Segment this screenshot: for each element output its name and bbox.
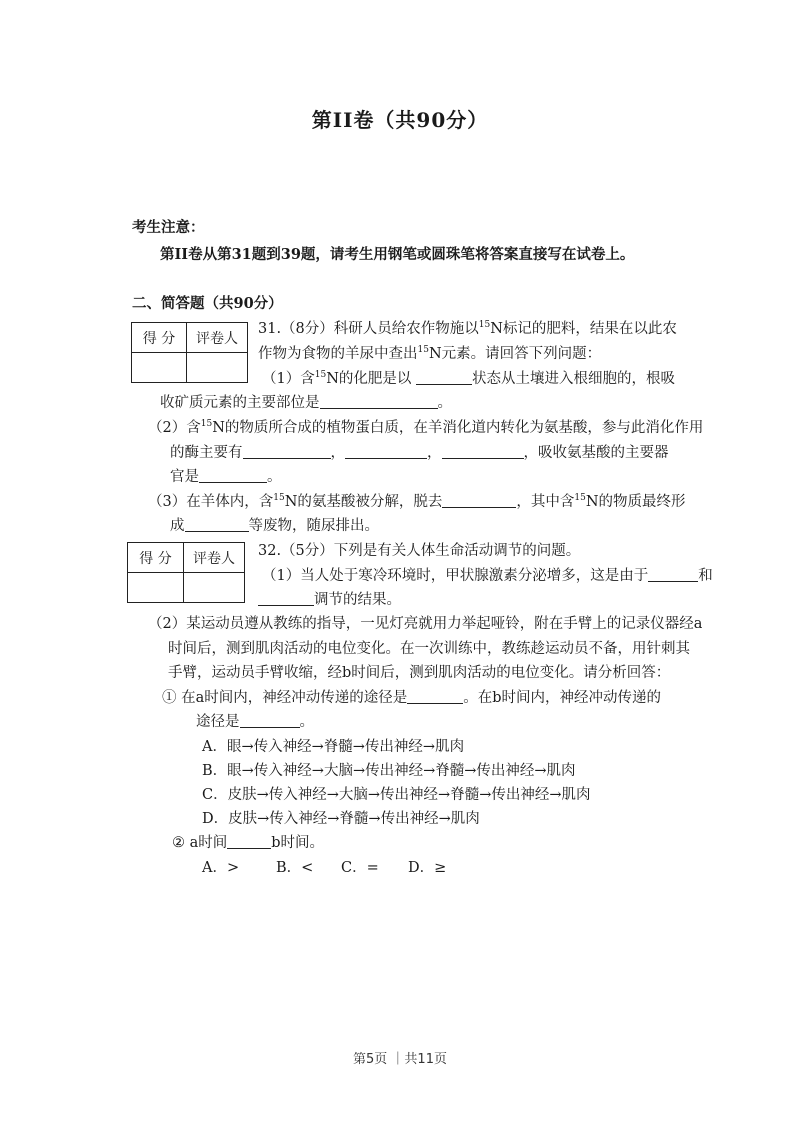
answer-blank[interactable]	[243, 444, 331, 459]
score-cell[interactable]	[132, 353, 187, 383]
q31-part3-line2: 成 等废物，随尿排出。	[170, 518, 379, 534]
answer-blank[interactable]	[442, 493, 516, 508]
answer-blank[interactable]	[345, 444, 427, 459]
score-label: 得 分	[132, 323, 187, 353]
score-box-q31	[131, 322, 248, 383]
score-box-q32	[127, 542, 245, 603]
page-footer: 第5页 ｜共11页	[353, 1052, 447, 1067]
section-heading: 二、简答题（共90分）	[132, 295, 283, 312]
paper-title: 第II卷（共90分）	[311, 108, 489, 132]
q31-part2-line3: 官是 。	[170, 469, 282, 485]
answer-blank[interactable]	[407, 689, 463, 704]
answer-blank[interactable]	[442, 444, 524, 459]
q32-choice-b: B．<	[276, 860, 314, 876]
answer-blank[interactable]	[199, 468, 267, 483]
q32-part2-line2: 时间后，测到肌肉活动的电位变化。在一次训练中，教练趁运动员不备，用针刺其	[168, 641, 690, 657]
q31-stem-line2: 作物为食物的羊尿中查出$^{15}$N元素。请回答下列问题：	[258, 345, 602, 362]
answer-blank[interactable]	[320, 394, 438, 409]
q32-option-a: A．眼→传入神经→脊髓→传出神经→肌肉	[202, 739, 465, 755]
q32-choice-c: C．=	[341, 860, 379, 876]
q32-option-c: C．皮肤→传入神经→大脑→传出神经→脊髓→传出神经→肌肉	[202, 787, 591, 803]
q32-part2-line1: （2）某运动员遵从教练的指导，一见灯亮就用力举起哑铃，附在手臂上的记录仪器经a	[148, 616, 703, 632]
answer-blank[interactable]	[227, 834, 271, 849]
q32-choice-a: A．>	[202, 860, 240, 876]
q32-part2-line3: 手臂，运动员手臂收缩，经b时间后，测到肌肉活动的电位变化。请分析回答：	[168, 665, 671, 681]
grader-label: 评卷人	[184, 543, 245, 573]
answer-blank[interactable]	[416, 370, 472, 385]
q32-choice-d: D．≥	[408, 860, 447, 876]
answer-blank[interactable]	[185, 517, 249, 532]
score-label: 得 分	[128, 543, 184, 573]
answer-blank[interactable]	[258, 591, 314, 606]
answer-blank[interactable]	[240, 713, 300, 728]
q32-option-b: B．眼→传入神经→大脑→传出神经→脊髓→传出神经→肌肉	[202, 763, 576, 779]
grader-cell[interactable]	[187, 353, 248, 383]
q32-sub1-line1: ① 在a时间内，神经冲动传递的途径是 。在b时间内，神经冲动传递的	[162, 690, 662, 706]
q31-stem-line1: 31.（8分）科研人员给农作物施以$^{15}$N标记的肥料，结果在以此农	[258, 320, 677, 337]
q31-part3-line1: （3）在羊体内，含$^{15}$N的氨基酸被分解，脱去 ，其中含$^{15}$N的物质最终形	[148, 493, 686, 510]
q32-option-d: D．皮肤→传入神经→脊髓→传出神经→肌肉	[202, 811, 480, 827]
q31-part1-line2: 收矿质元素的主要部位是 。	[160, 395, 452, 411]
q32-part1-line2: 调节的结果。	[258, 590, 401, 610]
q31-part2-line1: （2）含$^{15}$N的物质所合成的植物蛋白质，在羊消化道内转化为氨基酸，参与此消化作用	[148, 419, 704, 436]
score-cell[interactable]	[128, 573, 184, 603]
q32-sub2: ② a时间 b时间。	[172, 835, 325, 851]
answer-blank[interactable]	[648, 567, 698, 582]
q31-part2-line2: 的酶主要有 ， ， ，吸收氨基酸的主要器	[170, 445, 669, 461]
notice-text: 第II卷从第31题到39题，请考生用钢笔或圆珠笔将答案直接写在试卷上。	[160, 246, 635, 263]
q32-sub1-line2: 途径是 。	[196, 714, 314, 730]
notice-heading: 考生注意：	[132, 219, 205, 236]
grader-cell[interactable]	[184, 573, 245, 603]
grader-label: 评卷人	[187, 323, 248, 353]
q31-part1-line1: （1）含$^{15}$N的化肥是以 状态从土壤进入根细胞的，根吸	[262, 370, 675, 387]
q32-stem: 32.（5分）下列是有关人体生命活动调节的问题。	[258, 543, 581, 559]
q32-part1-line1: （1）当人处于寒冷环境时，甲状腺激素分泌增多，这是由于 和	[262, 568, 713, 584]
